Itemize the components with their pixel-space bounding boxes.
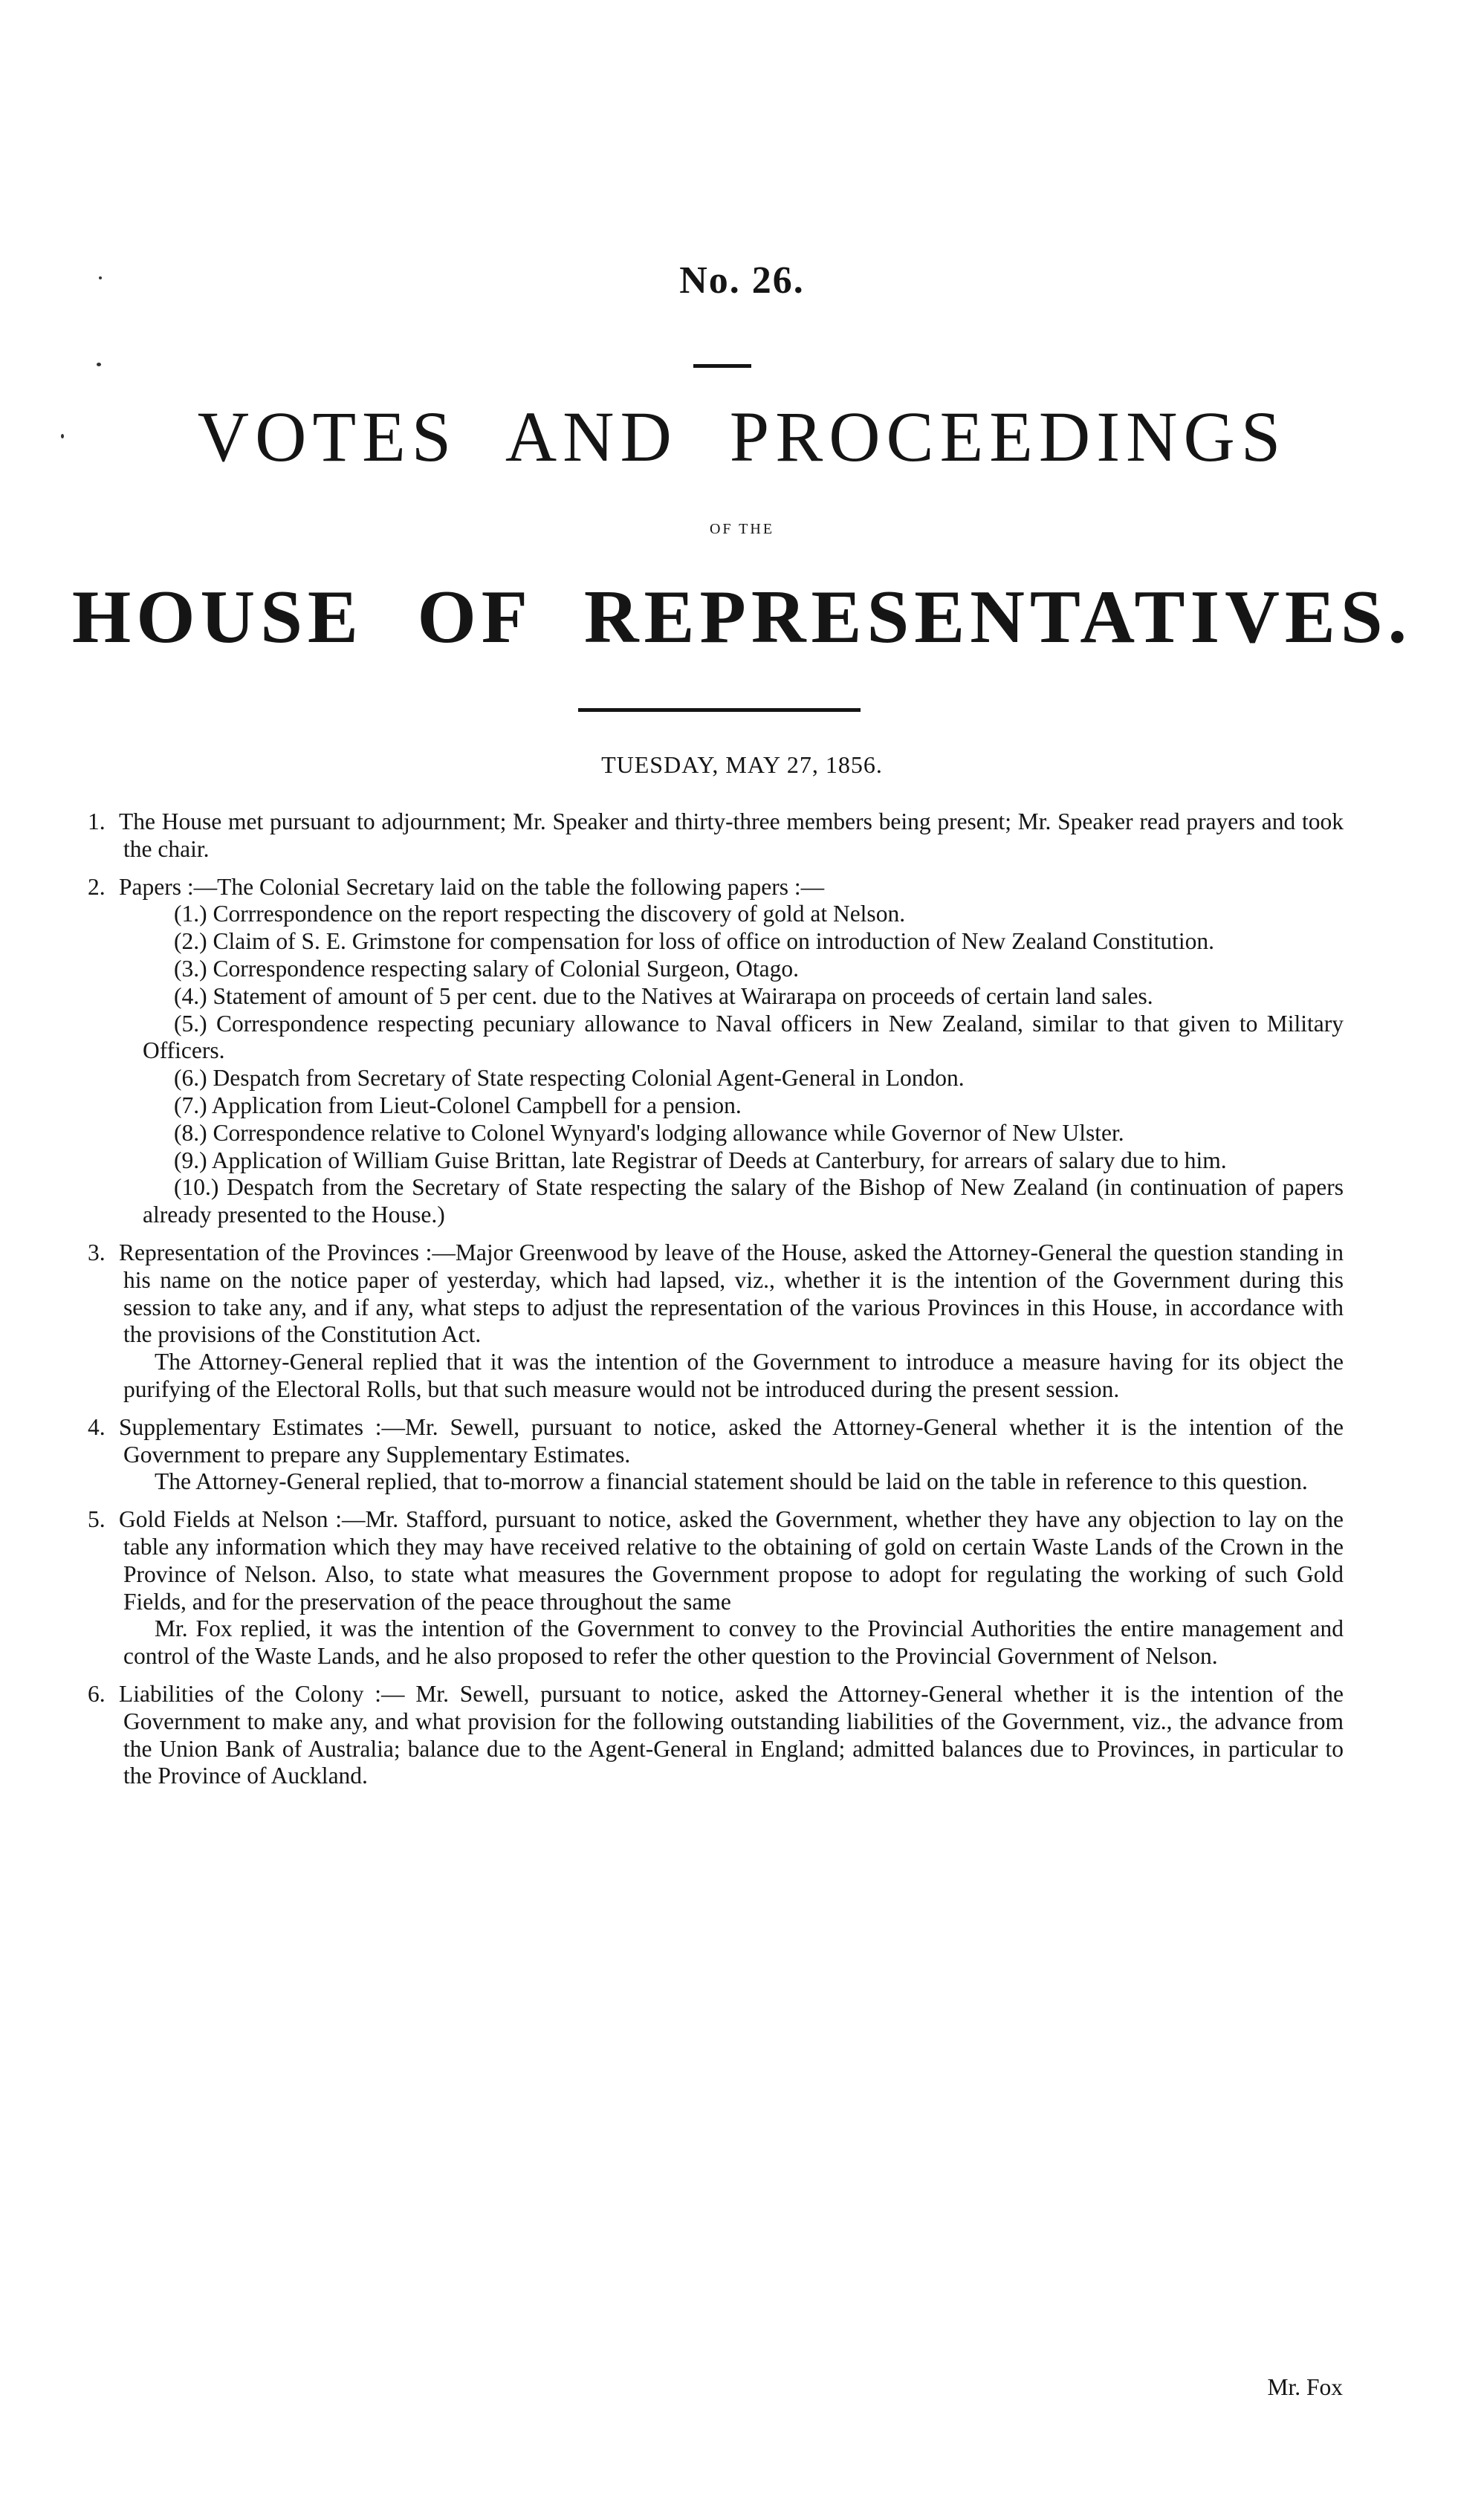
proceeding-item: [88, 874, 1344, 1229]
item-text: Gold Fields at Nelson :—Mr. Stafford, pursuant to notice, asked the Government, whether they have any objection to lay on the table any information which they may have received relative to the obtaining of gold on certain Waste Lands of the Crown in the Province of Nelson. Also, to state what measures the Government propose to adopt for regulating the working of such Gold Fields, and for the preservation of the peace throughout the same: [119, 1506, 1344, 1615]
item-text: The House met pursuant to adjournment; Mr. Speaker and thirty-three members being present; Mr. Speaker read prayers and took the chair.: [119, 808, 1344, 862]
item-number: 2.: [88, 873, 106, 900]
item-number: 1.: [88, 808, 106, 834]
title-of-the: OF THE: [709, 521, 775, 537]
item-reply: The Attorney-General replied that it was the intention of the Government to introduce a measure having for its object the purifying of the Electoral Rolls, but that such measure would not be introduced during the present session.: [123, 1349, 1344, 1402]
title-votes-and-proceedings: VOTES AND PROCEEDINGS: [197, 397, 1287, 476]
item-reply: Mr. Fox replied, it was the intention of the Government to convey to the Provincial Authorities the entire management and control of the Waste Lands, and he also proposed to refer the other question to the Provincial Government of Nelson.: [123, 1615, 1344, 1670]
paper-entry: (8.) Correspondence relative to Colonel Wynyard's lodging allowance while Governor of New Ulster.: [174, 1119, 1124, 1146]
title-house-of-representatives: HOUSE OF REPRESENTATIVES.: [71, 575, 1413, 659]
item-number: 5.: [88, 1506, 106, 1533]
item-number: 4.: [88, 1413, 106, 1440]
proceeding-item: [88, 1239, 1344, 1404]
proceeding-item: [88, 1506, 1344, 1670]
proceeding-item: [88, 808, 1344, 863]
document-number: No. 26.: [679, 259, 805, 302]
item-reply: The Attorney-General replied, that to-morrow a financial statement should be laid on the table in reference to this question.: [155, 1468, 1308, 1495]
divider-rule: [578, 708, 861, 712]
item-number: 3.: [88, 1239, 106, 1265]
paper-entry: (5.) Correspondence respecting pecuniary allowance to Naval officers in New Zealand, similar to that given to Military Officers.: [143, 1010, 1344, 1064]
session-date: TUESDAY, MAY 27, 1856.: [601, 751, 883, 778]
proceeding-item: [88, 1414, 1344, 1496]
paper-entry: (7.) Application from Lieut-Colonel Campbell for a pension.: [174, 1092, 742, 1118]
item-text: Representation of the Provinces :—Major Greenwood by leave of the House, asked the Attorney-General the question standing in his name on the notice paper of yesterday, which had lapsed, viz., whether it is the intention of the Government during this session to take any, and if any, what steps to adjust the representation of the various Provinces in this House, in accordance with the provisions of the Constitution Act.: [119, 1239, 1344, 1348]
catchword: Mr. Fox: [1267, 2374, 1343, 2400]
paper-entry: (2.) Claim of S. E. Grimstone for compensation for loss of office on introduction of New Zealand Constitution.: [174, 928, 1215, 955]
divider-rule: [693, 364, 751, 368]
paper-entry: (3.) Correspondence respecting salary of Colonial Surgeon, Otago.: [174, 955, 799, 982]
proceeding-item: [88, 1681, 1344, 1790]
paper-entry: (10.) Despatch from the Secretary of State respecting the salary of the Bishop of New Zealand (in continuation of papers already presented to the House.): [143, 1174, 1344, 1228]
item-text: Supplementary Estimates :—Mr. Sewell, pursuant to notice, asked the Attorney-General whether it is the intention of the Government to prepare any Supplementary Estimates.: [119, 1413, 1344, 1468]
papers-list: [123, 901, 1344, 1229]
paper-entry: (6.) Despatch from Secretary of State respecting Colonial Agent-General in London.: [174, 1065, 965, 1092]
item-number: 6.: [88, 1680, 106, 1707]
proceedings-body: [88, 808, 1344, 1800]
paper-entry: (9.) Application of William Guise Brittan, late Registrar of Deeds at Canterbury, for arrears of salary due to him.: [174, 1147, 1227, 1173]
paper-entry: (4.) Statement of amount of 5 per cent. due to the Natives at Wairarapa on proceeds of certain land sales.: [174, 982, 1153, 1009]
item-text: Liabilities of the Colony :— Mr. Sewell, pursuant to notice, asked the Attorney-General whether it is the intention of the Government to make any, and what provision for the following outstanding liabilities of the Government, viz., the advance from the Union Bank of Australia; balance due to the Agent-General in England; admitted balances due to Provinces, in particular to the Province of Auckland.: [119, 1680, 1344, 1789]
print-speck: [97, 363, 101, 366]
item-text: Papers :—The Colonial Secretary laid on the table the following papers :—: [119, 873, 825, 900]
paper-entry: (1.) Corrrespondence on the report respecting the discovery of gold at Nelson.: [174, 901, 906, 927]
